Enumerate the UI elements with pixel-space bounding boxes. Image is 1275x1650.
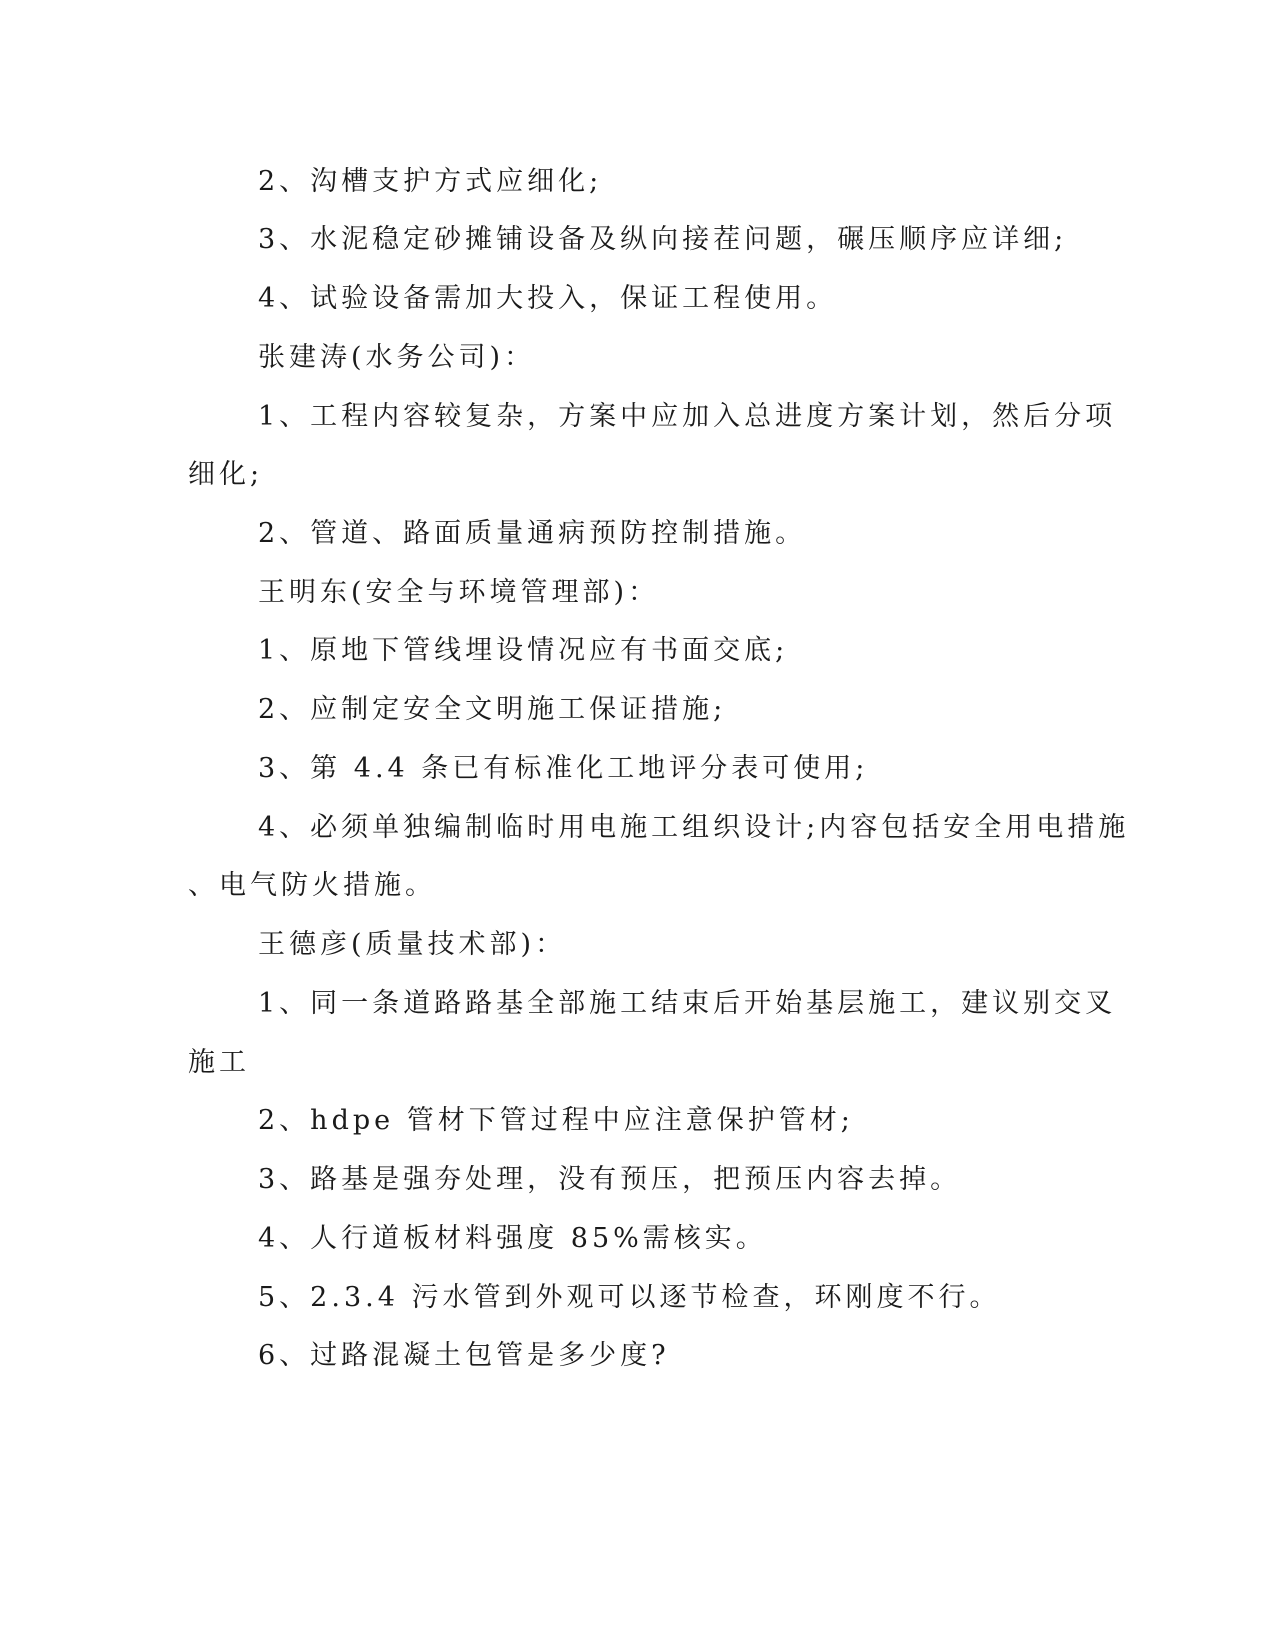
- text-line: 4、必须单独编制临时用电施工组织设计;内容包括安全用电措施: [258, 812, 1130, 843]
- text-line: 4、试验设备需加大投入，保证工程使用。: [258, 283, 838, 314]
- speaker-heading: 张建涛(水务公司)：: [258, 342, 536, 373]
- text-line: 3、路基是强夯处理，没有预压，把预压内容去掉。: [258, 1164, 962, 1195]
- text-line-continuation: 细化;: [188, 459, 264, 490]
- text-line: 2、应制定安全文明施工保证措施;: [258, 694, 727, 725]
- speaker-heading: 王明东(安全与环境管理部)：: [258, 577, 660, 608]
- text-line: 4、人行道板材料强度 85%需核实。: [258, 1223, 767, 1254]
- text-line: 2、hdpe 管材下管过程中应注意保护管材;: [258, 1105, 854, 1136]
- text-line: 2、管道、路面质量通病预防控制措施。: [258, 518, 807, 549]
- text-line: 1、工程内容较复杂，方案中应加入总进度方案计划，然后分项: [258, 401, 1117, 432]
- text-line: 5、2.3.4 污水管到外观可以逐节检查，环刚度不行。: [258, 1282, 1001, 1313]
- text-line: 1、同一条道路路基全部施工结束后开始基层施工，建议别交叉: [258, 988, 1117, 1019]
- text-line: 1、原地下管线埋设情况应有书面交底;: [258, 635, 789, 666]
- text-line-continuation: 施工: [188, 1047, 250, 1078]
- text-line: 6、过路混凝土包管是多少度?: [258, 1340, 670, 1371]
- text-line-continuation: 、电气防火措施。: [188, 870, 436, 901]
- speaker-heading: 王德彦(质量技术部)：: [258, 929, 567, 960]
- text-line: 3、水泥稳定砂摊铺设备及纵向接茬问题，碾压顺序应详细;: [258, 224, 1068, 255]
- text-line: 3、第 4.4 条已有标准化工地评分表可使用;: [258, 753, 869, 784]
- text-line: 2、沟槽支护方式应细化;: [258, 166, 603, 197]
